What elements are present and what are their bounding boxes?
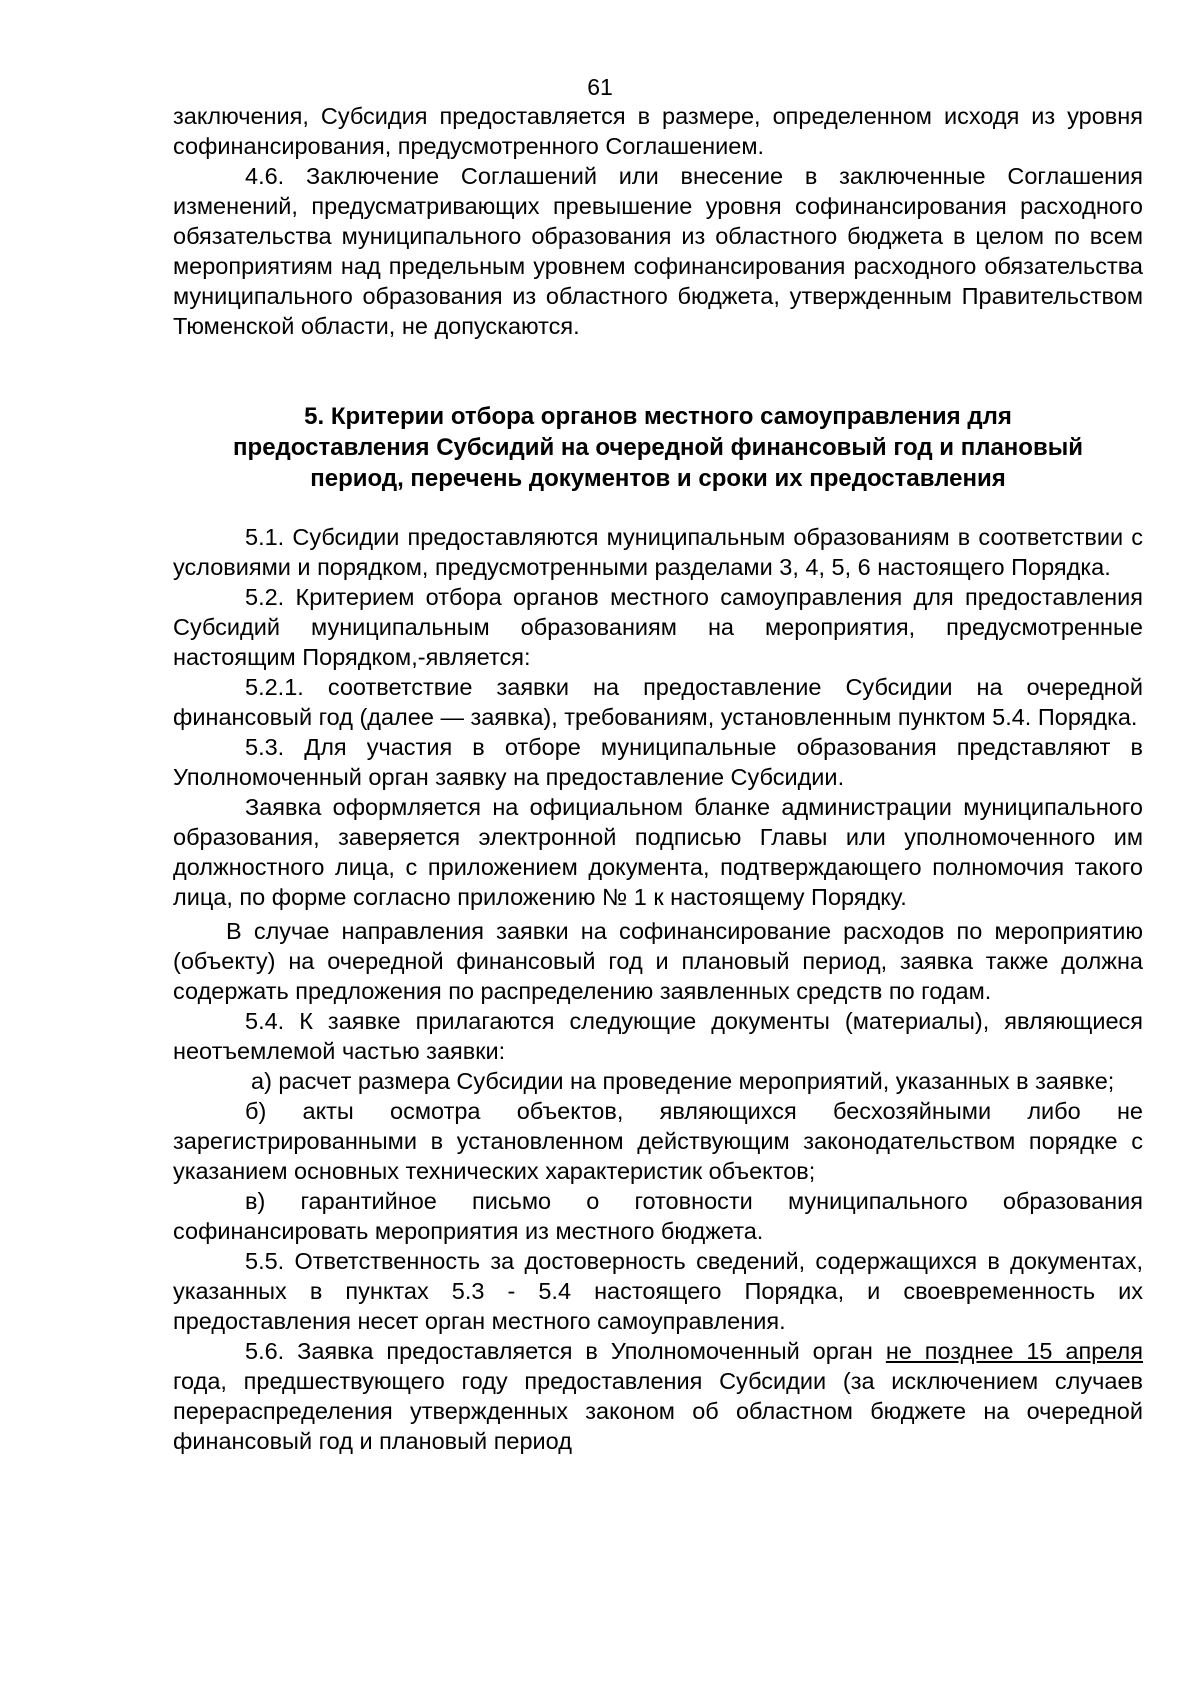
section-heading-line: период, перечень документов и сроки их предоставления — [310, 465, 1006, 492]
section-5-body — [173, 522, 1143, 1456]
paragraph-5-1: 5.1. Субсидии предоставляются муниципальным образованиям в соответствии с условиями и порядком, предусмотренными разделами 3, 4, 5, 6 настоящего Порядка. — [173, 524, 1143, 580]
paragraph-5-3: 5.3. Для участия в отборе муниципальные образования представляют в Уполномоченный орган заявку на предоставление Субсидии. — [173, 734, 1143, 790]
section-5-heading — [173, 401, 1143, 494]
list-item-v: в) гарантийное письмо о готовности муниципального образования софинансировать мероприятия из местного бюджета. — [173, 1188, 1143, 1244]
paragraph-4-6: 4.6. Заключение Соглашений или внесение в заключенные Соглашения изменений, предусматривающих превышение уровня софинансирования расходного обязательства муниципального образования из областного бюджета в целом по всем мероприятиям над предельным уровнем софинансирования расходного обязательства муниципального образования из областного бюджета, утвержденным Правительством Тюменской области, не допускаются. — [173, 163, 1143, 339]
paragraph-5-2-1: 5.2.1. соответствие заявки на предоставление Субсидии на очередной финансовый год (далее — заявка), требованиям, установленным пунктом 5.4. Порядка. — [173, 674, 1143, 730]
paragraph-5-6-end: года, предшествующего году предоставления Субсидии (за исключением случаев перераспределения утвержденных законом об областном бюджете на очередной финансовый год и плановый период — [173, 1368, 1143, 1454]
paragraph-5-3-form: Заявка оформляется на официальном бланке администрации муниципального образования, заверяется электронной подписью Главы или уполномоченного им должностного лица, с приложением документа, подтверждающего полномочия такого лица, по форме согласно приложению № 1 к настоящему Порядку. — [173, 794, 1143, 910]
paragraph-5-6 — [173, 1336, 1143, 1456]
section-heading-line: 5. Критерии отбора органов местного самоуправления для — [304, 403, 1012, 430]
paragraph-continuation: заключения, Субсидия предоставляется в размере, определенном исходя из уровня софинансирования, предусмотренного Соглашением. — [173, 103, 1143, 159]
paragraph-5-4: 5.4. К заявке прилагаются следующие документы (материалы), являющиеся неотъемлемой частью заявки: — [173, 1008, 1143, 1064]
intro-text — [173, 101, 1143, 341]
paragraph-5-2: 5.2. Критерием отбора органов местного самоуправления для предоставления Субсидий муниципальным образованиям на мероприятия, предусмотренные настоящим Порядком,-является: — [173, 584, 1143, 670]
section-heading-line: предоставления Субсидий на очередной финансовый год и плановый — [233, 434, 1083, 461]
paragraph-5-6-start: 5.6. Заявка предоставляется в Уполномоченный орган — [245, 1338, 886, 1364]
list-item-b: б) акты осмотра объектов, являющихся бесхозяйными либо не зарегистрированными в установленном действующим законодательством порядке с указанием основных технических характеристик объектов; — [173, 1098, 1143, 1184]
deadline-underlined: не позднее 15 апреля — [885, 1338, 1143, 1364]
page-number: 61 — [587, 74, 613, 100]
list-item-a: а) расчет размера Субсидии на проведение мероприятий, указанных в заявке; — [251, 1068, 1115, 1094]
paragraph-5-3-distribution: В случае направления заявки на софинансирование расходов по мероприятию (объекту) на очередной финансовый год и плановый период, заявка также должна содержать предложения по распределению заявленных средств по годам. — [173, 918, 1143, 1004]
paragraph-5-5: 5.5. Ответственность за достоверность сведений, содержащихся в документах, указанных в пунктах 5.3 - 5.4 настоящего Порядка, и своевременность их предоставления несет орган местного самоуправления. — [173, 1248, 1143, 1334]
